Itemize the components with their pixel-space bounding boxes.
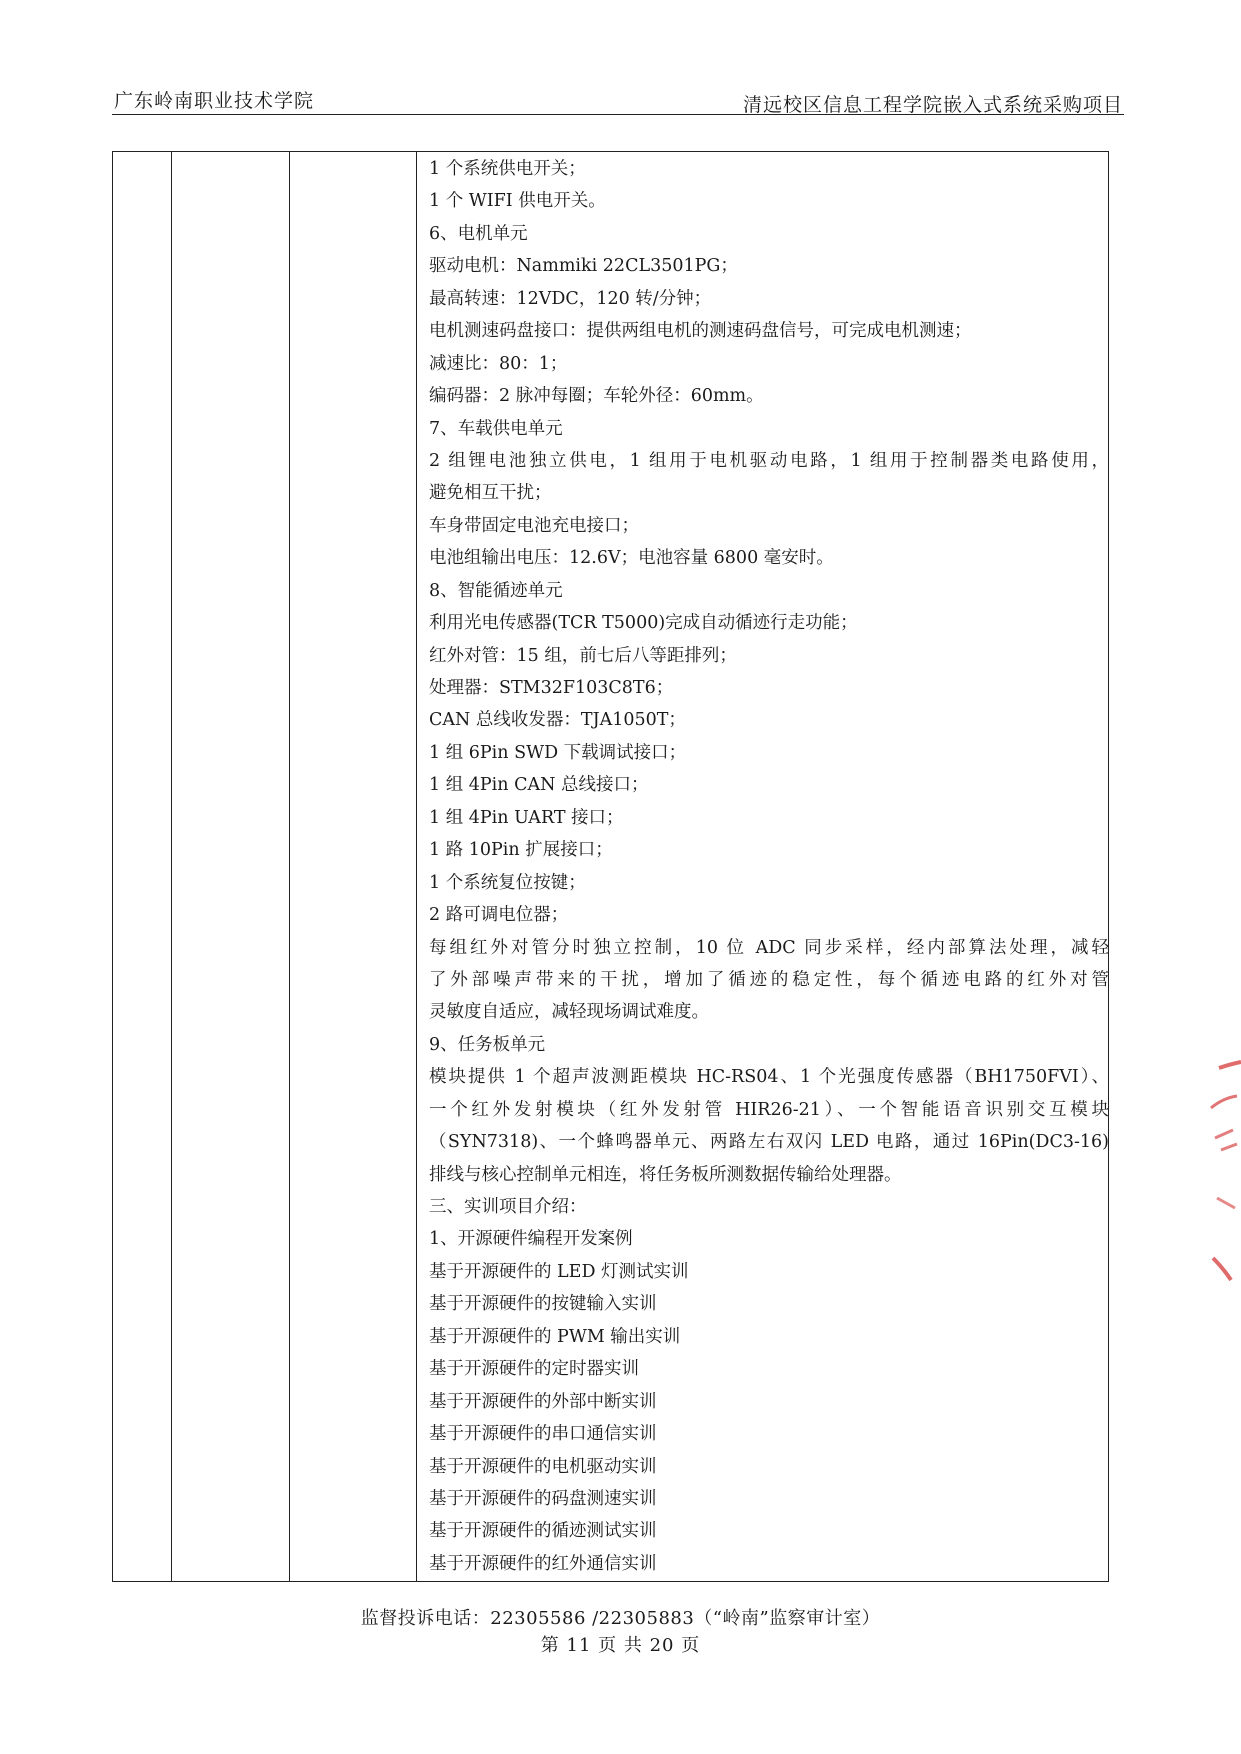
content-line: 驱动电机：Nammiki 22CL3501PG； <box>429 256 738 277</box>
content-line: 最高转速：12VDC，120 转/分钟； <box>429 288 712 309</box>
content-line: 基于开源硬件的电机驱动实训 <box>429 1456 657 1477</box>
footer-complaint-hotline: 监督投诉电话：22305586 /22305883（“岭南”监察审计室） <box>360 1608 881 1629</box>
content-line: 一个红外发射模块（红外发射管 HIR26-21）、一个智能语音识别交互模块 <box>429 1099 1109 1120</box>
content-line: 9、任务板单元 <box>429 1034 546 1055</box>
content-line: 基于开源硬件的串口通信实训 <box>429 1424 657 1445</box>
content-line: 基于开源硬件的码盘测速实训 <box>429 1488 657 1509</box>
content-line: 基于开源硬件的 LED 灯测试实训 <box>429 1261 689 1282</box>
content-line: 电机测速码盘接口：提供两组电机的测速码盘信号，可完成电机测速； <box>429 321 972 342</box>
content-line: 模块提供 1 个超声波测距模块 HC-RS04、1 个光强度传感器（BH1750FVI）、 <box>429 1067 1109 1088</box>
footer-page-number: 第 11 页 共 20 页 <box>540 1635 701 1656</box>
content-line: 2 组锂电池独立供电，1 组用于电机驱动电路，1 组用于控制器类电路使用， <box>429 450 1109 471</box>
red-stamp-fragment <box>1171 1058 1241 1298</box>
content-line: 基于开源硬件的循迹测试实训 <box>429 1521 657 1542</box>
content-line: 基于开源硬件的红外通信实训 <box>429 1553 657 1574</box>
content-line: 基于开源硬件的 PWM 输出实训 <box>429 1326 681 1347</box>
content-line: 每组红外对管分时独立控制，10 位 ADC 同步采样，经内部算法处理，减轻 <box>429 937 1109 958</box>
content-line: CAN 总线收发器：TJA1050T； <box>429 710 686 731</box>
header-rule <box>112 114 1124 115</box>
content-line: 三、实训项目介绍： <box>429 1197 587 1217</box>
content-line: （SYN7318)、一个蜂鸣器单元、两路左右双闪 LED 电路，通过 16Pin(DC3-16) <box>429 1132 1109 1153</box>
content-line: 避免相互干扰； <box>429 483 552 504</box>
content-line: 基于开源硬件的定时器实训 <box>429 1359 639 1380</box>
content-line: 红外对管：15 组，前七后八等距排列； <box>429 645 737 666</box>
content-line: 1 个系统供电开关； <box>429 159 586 179</box>
content-line: 处理器：STM32F103C8T6； <box>429 678 674 698</box>
content-line: 基于开源硬件的外部中断实训 <box>429 1391 657 1412</box>
content-line: 减速比：80：1； <box>429 353 568 374</box>
content-line: 8、智能循迹单元 <box>429 580 563 601</box>
content-line: 1 组 4Pin CAN 总线接口； <box>429 775 649 796</box>
content-line: 排线与核心控制单元相连，将任务板所测数据传输给处理器。 <box>429 1164 902 1185</box>
content-line: 1 个系统复位按键； <box>429 872 586 893</box>
header-school-name: 广东岭南职业技术学院 <box>114 90 315 112</box>
content-line: 2 路可调电位器； <box>429 905 569 926</box>
content-line: 1 个 WIFI 供电开关。 <box>429 191 606 212</box>
column-divider-3 <box>416 152 417 1581</box>
content-line: 7、车载供电单元 <box>429 418 563 439</box>
content-line: 基于开源硬件的按键输入实训 <box>429 1294 657 1315</box>
content-line: 编码器：2 脉冲每圈；车轮外径：60mm。 <box>429 386 764 407</box>
content-line: 1、开源硬件编程开发案例 <box>429 1229 633 1250</box>
content-line: 车身带固定电池充电接口； <box>429 515 639 536</box>
header-project-title: 清远校区信息工程学院嵌入式系统采购项目 <box>742 94 1123 116</box>
content-line: 了外部噪声带来的干扰，增加了循迹的稳定性，每个循迹电路的红外对管 <box>429 969 1109 990</box>
content-line: 灵敏度自适应，减轻现场调试难度。 <box>429 1002 709 1023</box>
content-line: 电池组输出电压：12.6V；电池容量 6800 毫安时。 <box>429 548 834 569</box>
content-line: 6、电机单元 <box>429 223 528 244</box>
column-divider-2 <box>289 152 290 1581</box>
content-line: 1 组 4Pin UART 接口； <box>429 807 624 828</box>
spec-content-cell <box>429 151 1109 1580</box>
column-divider-1 <box>171 152 172 1581</box>
content-line: 1 组 6Pin SWD 下载调试接口； <box>429 742 687 763</box>
content-line: 利用光电传感器(TCR T5000)完成自动循迹行走功能； <box>429 613 858 634</box>
content-line: 1 路 10Pin 扩展接口； <box>429 840 613 861</box>
